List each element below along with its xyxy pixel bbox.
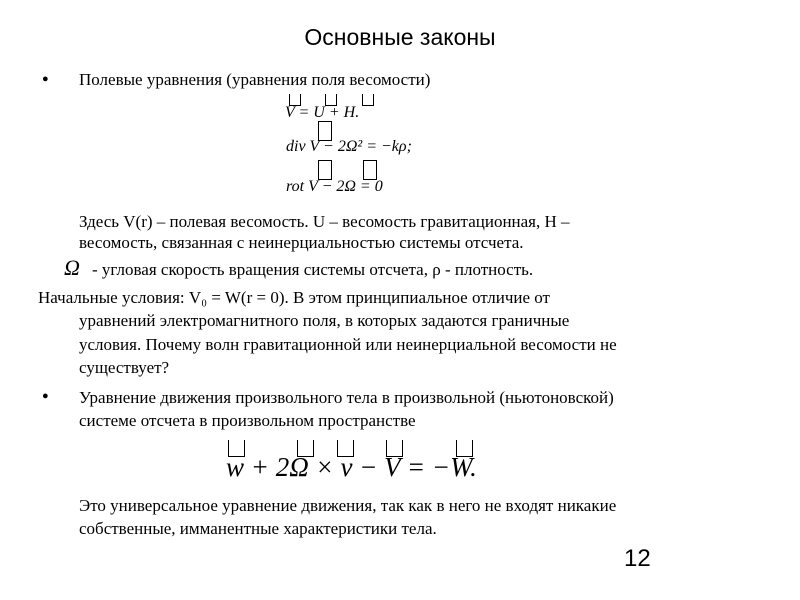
motion-equation-text: w + 2Ω × v − V = −W. [226, 452, 477, 482]
section2-line-2: системе отсчета в произвольном пространстве [79, 411, 416, 430]
conclusion-line-1: Это универсальное уравнение движения, так как в него не входят никакие [79, 496, 617, 515]
section2-line-1: Уравнение движения произвольного тела в произвольной (ньютоновской) [79, 388, 614, 407]
explanation-line-2: весомость, связанная с неинерциальностью системы отсчета. [79, 233, 524, 252]
initial-conditions-line-4: существует? [79, 358, 170, 377]
vector-mark-icon [362, 94, 374, 106]
initial-conditions-line-1: Начальные условия: V₀ = W(r = 0). В этом принципиальное отличие от [38, 288, 550, 307]
bullet-icon: ● [42, 390, 49, 402]
missing-glyph-icon [318, 160, 332, 180]
page-number: 12 [624, 545, 651, 572]
missing-glyph-icon [363, 160, 377, 180]
explanation-line-3: - угловая скорость вращения системы отсчета, ρ - плотность. [92, 260, 534, 279]
initial-conditions-line-3: условия. Почему волн гравитационной или неинерциальной весомости не [79, 335, 617, 354]
equation-3: rot V − 2Ω = 0 [286, 178, 383, 195]
conclusion-line-2: собственные, имманентные характеристики тела. [79, 519, 437, 538]
section1-heading: Полевые уравнения (уравнения поля весомости) [79, 70, 431, 89]
slide-title: Основные законы [304, 24, 496, 50]
initial-conditions-line-2: уравнений электромагнитного поля, в которых задаются граничные [79, 311, 570, 330]
omega-symbol: Ω [64, 255, 80, 280]
bullet-icon: ● [42, 73, 49, 85]
explanation-line-1: Здесь V(r) – полевая весомость. U – весомость гравитационная, H – [79, 212, 570, 231]
equation-1: V = U + H. [285, 104, 360, 121]
equation-2: div V − 2Ω² = −kρ; [286, 138, 412, 155]
